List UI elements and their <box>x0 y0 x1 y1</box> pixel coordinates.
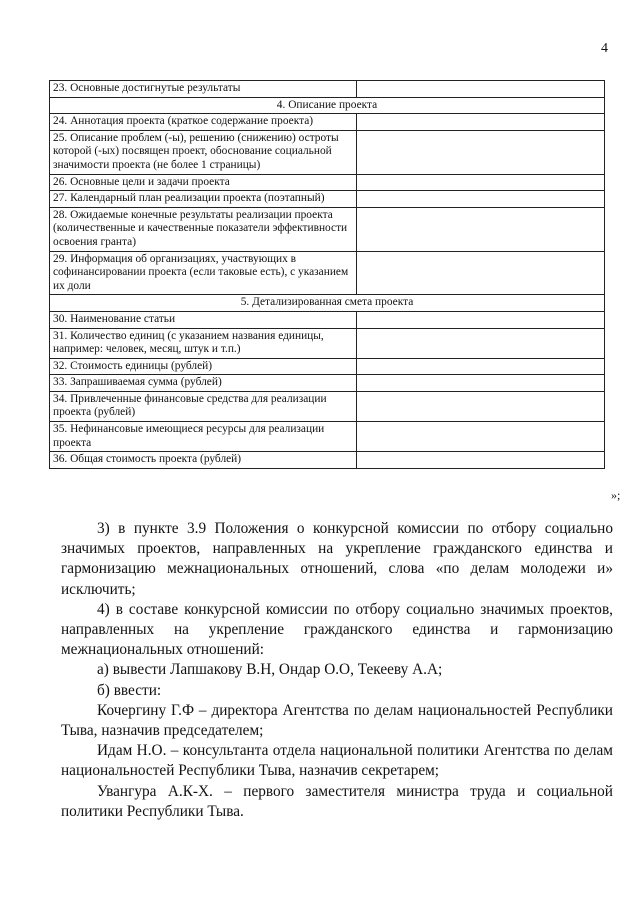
table-row <box>50 191 605 208</box>
table-row <box>50 174 605 191</box>
paragraph-item-3: 3) в пункте 3.9 Положения о конкурсной комиссии по отбору социально значимых проектов, направленных на укрепление гражданского единства и гармонизацию межнациональных отношений, слова «по делам молодежи и» исключить; <box>61 520 613 598</box>
table-row <box>50 251 605 295</box>
field-label: 26. Основные цели и задачи проекта <box>50 174 357 191</box>
field-value-cell[interactable] <box>357 328 605 358</box>
field-value-cell[interactable] <box>357 422 605 452</box>
table-row <box>50 130 605 174</box>
field-value-cell[interactable] <box>357 375 605 392</box>
table-row <box>50 114 605 131</box>
field-label: 33. Запрашиваемая сумма (рублей) <box>50 375 357 392</box>
table-row <box>50 422 605 452</box>
paragraph-member-idam: Идам Н.О. – консультанта отдела национальной политики Агентства по делам национальностей Республики Тыва, назначив секретарем; <box>61 742 613 780</box>
section-heading: 5. Детализированная смета проекта <box>50 295 605 312</box>
table-row <box>50 81 605 98</box>
table-closing-quote: »; <box>611 488 621 502</box>
field-label: 34. Привлеченные финансовые средства для реализации проекта (рублей) <box>50 391 357 421</box>
field-label: 27. Календарный план реализации проекта (поэтапный) <box>50 191 357 208</box>
field-value-cell[interactable] <box>357 311 605 328</box>
field-value-cell[interactable] <box>357 452 605 469</box>
grant-application-table <box>49 80 605 469</box>
field-value-cell[interactable] <box>357 81 605 98</box>
field-value-cell[interactable] <box>357 251 605 295</box>
paragraph-member-kochergina: Кочергину Г.Ф – директора Агентства по делам национальностей Республики Тыва, назначив председателем; <box>61 701 613 740</box>
field-label: 32. Стоимость единицы (рублей) <box>50 358 357 375</box>
field-label: 30. Наименование статьи <box>50 311 357 328</box>
section-heading: 4. Описание проекта <box>50 97 605 114</box>
table-row <box>50 328 605 358</box>
field-value-cell[interactable] <box>357 191 605 208</box>
field-value-cell[interactable] <box>357 130 605 174</box>
paragraph-subitem-a: а) вывести Лапшакову В.Н, Ондар О.О, Текееву А.А; <box>97 661 443 679</box>
field-label: 28. Ожидаемые конечные результаты реализации проекта (количественные и качественные показатели эффективности освоения гранта) <box>50 207 357 251</box>
field-label: 23. Основные достигнутые результаты <box>50 81 357 98</box>
table-row <box>50 375 605 392</box>
page-number: 4 <box>601 41 608 56</box>
amendment-text <box>61 519 613 822</box>
field-label: 25. Описание проблем (-ы), решению (снижению) остроты которой (-ых) посвящен проект, обоснование социальной значимости проекта (не более 1 страницы) <box>50 130 357 174</box>
paragraph-item-4: 4) в составе конкурсной комиссии по отбору социально значимых проектов, направленных на укрепление гражданского единства и гармонизацию межнациональных отношений: <box>61 600 613 659</box>
field-value-cell[interactable] <box>357 391 605 421</box>
table-row <box>50 452 605 469</box>
table-section-row <box>50 295 605 312</box>
field-label: 24. Аннотация проекта (краткое содержание проекта) <box>50 114 357 131</box>
table-row <box>50 311 605 328</box>
field-label: 31. Количество единиц (с указанием названия единицы, например: человек, месяц, штук и т.п.) <box>50 328 357 358</box>
field-value-cell[interactable] <box>357 207 605 251</box>
field-label: 36. Общая стоимость проекта (рублей) <box>50 452 357 469</box>
field-value-cell[interactable] <box>357 358 605 375</box>
table-row <box>50 391 605 421</box>
field-label: 29. Информация об организациях, участвующих в софинансировании проекта (если таковые есть), с указанием их доли <box>50 251 357 295</box>
table-row <box>50 358 605 375</box>
field-label: 35. Нефинансовые имеющиеся ресурсы для реализации проекта <box>50 422 357 452</box>
paragraph-subitem-b: б) ввести: <box>97 681 162 699</box>
paragraph-member-uvangura: Увангура А.К-Х. – первого заместителя министра труда и социальной политики Республики Тыва. <box>61 782 613 820</box>
field-value-cell[interactable] <box>357 114 605 131</box>
field-value-cell[interactable] <box>357 174 605 191</box>
table-row <box>50 207 605 251</box>
table-section-row <box>50 97 605 114</box>
